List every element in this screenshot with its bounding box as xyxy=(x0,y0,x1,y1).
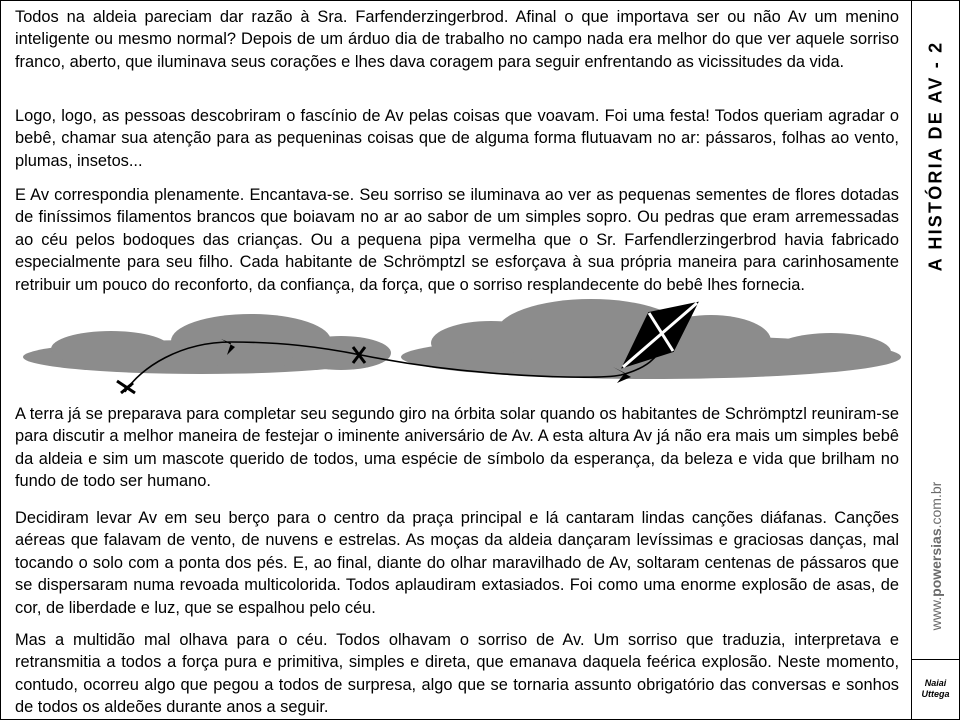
story-paragraph-1: Todos na aldeia pareciam dar razão à Sra. Farfenderzingerbrod. Afinal o que importava ser ou não Av um menino inteligente ou mesmo normal? Depois de um árduo dia de trabalho no campo nada era melhor do que ver aquele sorriso franco, aberto, que iluminava seus corações e lhes dava coragem para seguir enfrentando as vicissitudes da vida. xyxy=(15,8,899,71)
author-first-name: Naiai xyxy=(924,678,947,688)
author-box xyxy=(912,659,959,720)
author-last-name: Uttega xyxy=(921,689,950,699)
story-paragraph-2: Logo, logo, as pessoas descobriram o fascínio de Av pelas coisas que voavam. Foi uma festa! Todos queriam agradar o bebê, chamar sua atenção para as pequeninas coisas que de alguma forma flutuavam no ar: pássaros, folhas ao vento, plumas, insetos... xyxy=(15,107,899,170)
page-title: A HISTÓRIA DE AV - 2 xyxy=(925,40,946,272)
story-paragraph-5: Decidiram levar Av em seu berço para o centro da praça principal e lá cantaram lindas canções diáfanas. Canções aéreas que falavam de vento, de nuvens e estrelas. As moças da aldeia dançaram levíssimas e graciosas danças, mal tocando o solo com a ponta dos pés. E, ao final, diante do olhar maravilhado de Av, soltaram centenas de pássaros que se dispersaram numa revoada multicolorida. Todos aplaudiram extasiados. Foi como uma enorme explosão de asas, de cor, de liberdade e luz, que se espalhou pelo céu. xyxy=(15,509,899,617)
site-name: powersias xyxy=(928,528,944,597)
clouds-kite-illustration xyxy=(21,297,901,397)
author-credit xyxy=(912,678,959,700)
sidebar xyxy=(912,1,959,719)
story-text-column xyxy=(1,1,912,719)
site-prefix: www. xyxy=(928,596,944,631)
story-paragraph-4: A terra já se preparava para completar seu segundo giro na órbita solar quando os habitantes de Schrömptzl reuniram-se para discutir a melhor maneira de festejar o iminente aniversário de Av. A esta altura Av já não era mais um simples bebê da aldeia e sim um mascote querido de todos, uma espécie de símbolo da esperança, da beleza e vida que brilham no fundo de todo ser humano. xyxy=(15,405,899,491)
story-paragraph-3: E Av correspondia plenamente. Encantava-se. Seu sorriso se iluminava ao ver as pequenas sementes de flores dotadas de finíssimos filamentos brancos que boiavam no ar ao sabor de um simples sopro. Ou pedras que eram arremessadas ao céu pelos bodoques das crianças. Ou a pequena pipa vermelha que o Sr. Farfendlerzingerbrod havia fabricado especialmente para seu filho. Cada habitante de Schrömptzl se esforçava à sua própria maneira para carinhosamente retribuir um pouco do reconforto, da confiança, da força, que o sorriso resplandecente do bebê lhes fornecia. xyxy=(15,186,899,294)
site-url[interactable] xyxy=(928,482,944,631)
story-paragraph-6: Mas a multidão mal olhava para o céu. Todos olhavam o sorriso de Av. Um sorriso que traduzia, interpretava e retransmitia a todos a força pura e primitiva, simples e direta, que emanava daquela feérica explosão. Neste momento, contudo, ocorreu algo que pegou a todos de surpresa, algo que se tornaria assunto obrigatório das conversas e sonhos de todos os aldeões durante anos a seguir. xyxy=(15,631,899,717)
site-suffix: .com.br xyxy=(928,481,944,529)
